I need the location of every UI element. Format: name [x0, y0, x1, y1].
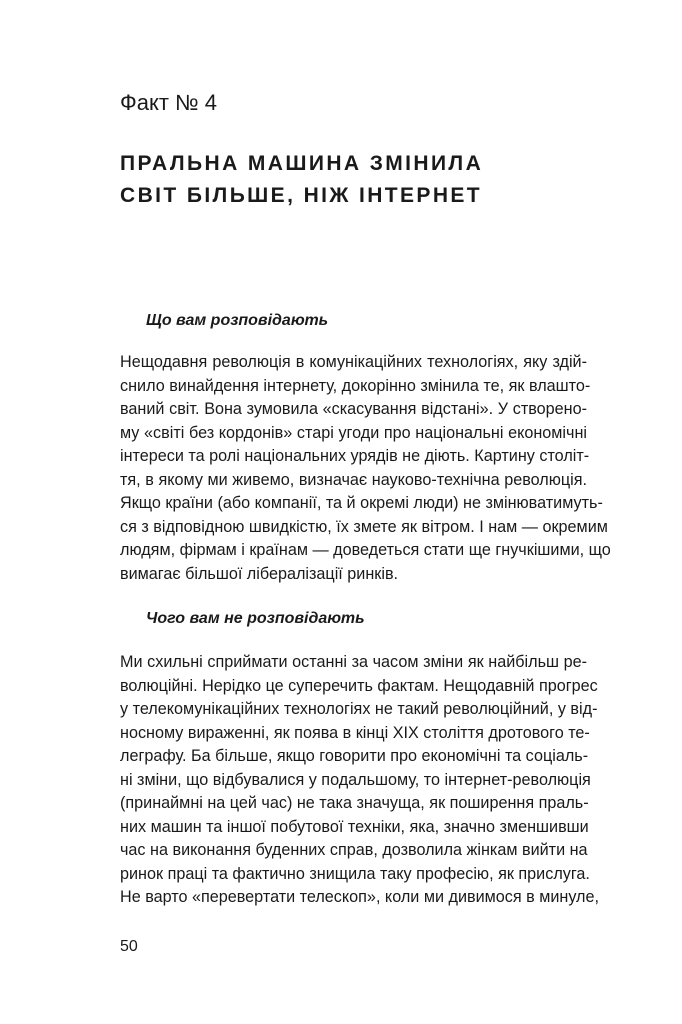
- text-line: Нещодавня революція в комунікаційних технологіях, яку здій-: [120, 353, 587, 371]
- section-heading-what-they-dont-tell-you: Чого вам не розповідають: [146, 610, 365, 627]
- text-line: у телекомунікаційних технологіях не такий революційний, у від-: [120, 700, 598, 718]
- text-line: Якщо країни (або компанії, та й окремі люди) не змінюватимуть-: [120, 494, 603, 512]
- text-line: Ми схильні сприймати останні за часом зміни як найбільш ре-: [120, 653, 587, 671]
- text-line: носному вираженні, як поява в кінці XIX століття дротового те-: [120, 723, 590, 742]
- section-1-paragraph: [120, 351, 611, 586]
- text-line: Не варто «перевертати телескоп», коли ми дивимося в минуле,: [120, 888, 600, 906]
- chapter-title-line-2: СВІТ БІЛЬШЕ, НІЖ ІНТЕРНЕТ: [120, 184, 483, 207]
- fact-label: Факт № 4: [120, 90, 217, 115]
- text-line: них машин та іншої побутової техніки, яка, значно зменшивши: [120, 817, 589, 836]
- chapter-title-line-1: ПРАЛЬНА МАШИНА ЗМІНИЛА: [120, 152, 484, 175]
- section-2-paragraph: [120, 651, 600, 910]
- text-line: інтереси та ролі національних урядів не діють. Картину століт-: [120, 447, 590, 465]
- text-line: леграфу. Ба більше, якщо говорити про економічні та соціаль-: [120, 747, 589, 765]
- text-line: (принаймні на цей час) не така значуща, як поширення праль-: [120, 794, 589, 812]
- text-line: тя, в якому ми живемо, визначає науково-технічна революція.: [120, 470, 587, 489]
- text-line: волюційні. Нерідко це суперечить фактам. Нещодавній прогрес: [120, 676, 598, 695]
- page-number: 50: [120, 938, 138, 955]
- chapter-title: [120, 148, 483, 212]
- text-line: час на виконання буденних справ, дозволила жінкам вийти на: [120, 841, 588, 859]
- section-heading-what-they-tell-you: Що вам розповідають: [146, 312, 329, 329]
- text-line: людям, фірмам і країнам — доведеться стати ще гнучкішими, що: [120, 541, 611, 559]
- text-line: ваний світ. Вона зумовила «скасування відстані». У створено-: [120, 400, 587, 418]
- text-line: ні зміни, що відбувалися у подальшому, то інтернет-революція: [120, 770, 591, 789]
- text-line: ся з відповідною швидкістю, їх змете як вітром. І нам — окремим: [120, 517, 608, 536]
- text-line: снило винайдення інтернету, докорінно змінила те, як влашто-: [120, 376, 591, 395]
- text-line: му «світі без кордонів» старі угоди про національні економічні: [120, 423, 587, 442]
- text-line: ринок праці та фактично знищила таку професію, як прислуга.: [120, 864, 590, 883]
- text-line: вимагає більшої лібералізації ринків.: [120, 564, 399, 583]
